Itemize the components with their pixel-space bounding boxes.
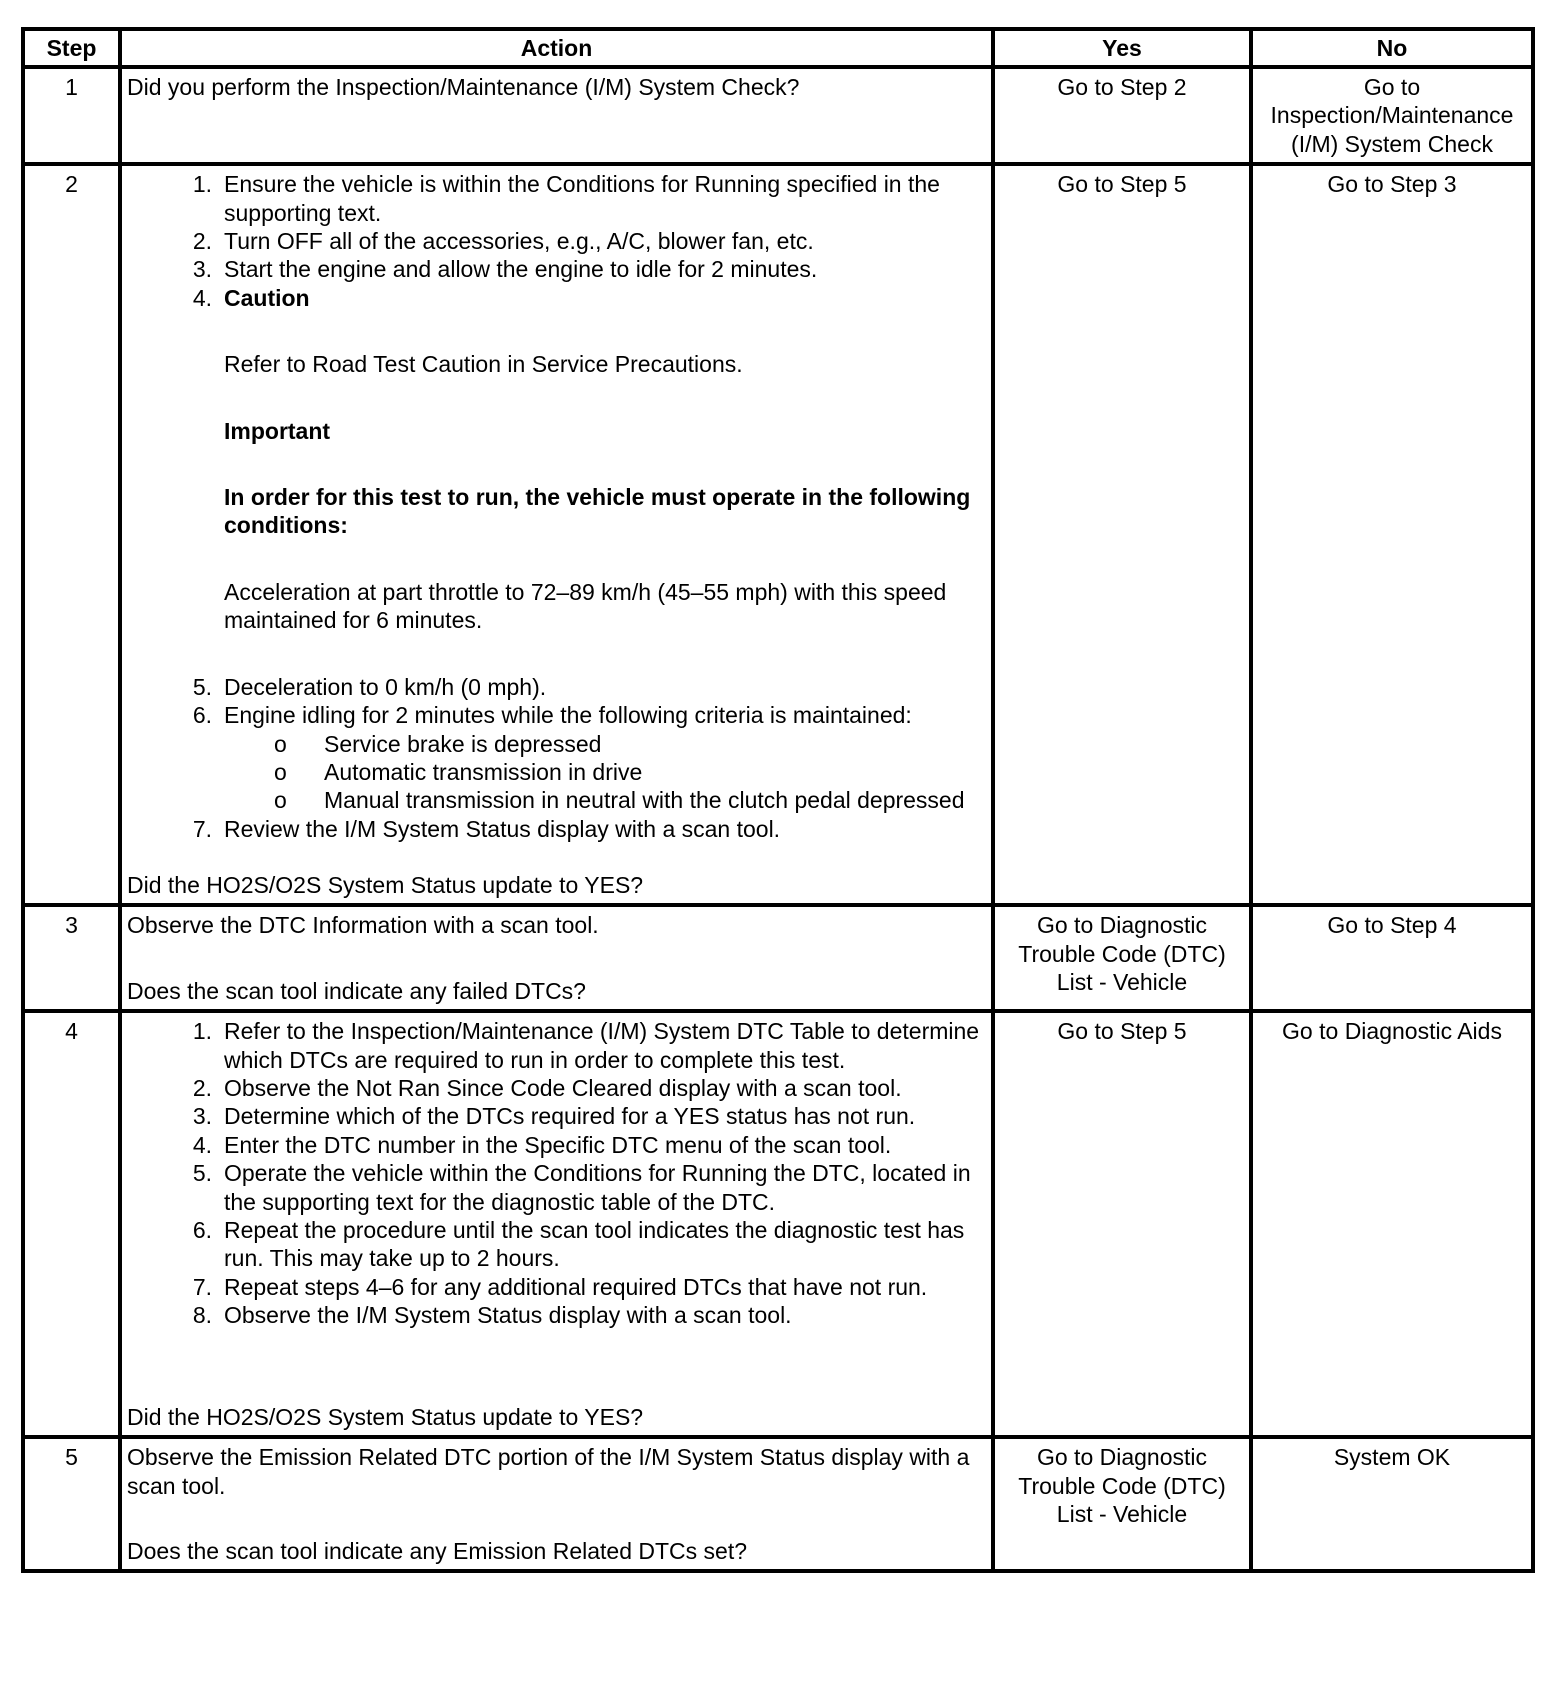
list-item: 3. Determine which of the DTCs required for a YES status has not run. bbox=[192, 1103, 916, 1130]
list-item: 5. Operate the vehicle within the Conditions for Running the DTC, located in the supporting text for the diagnostic table of the DTC. bbox=[192, 1160, 971, 1215]
table-header-row bbox=[23, 29, 1533, 67]
list-item: 2. Turn OFF all of the accessories, e.g., A/C, blower fan, etc. bbox=[192, 228, 814, 255]
important-text: In order for this test to run, the vehicle must operate in the following conditions: bbox=[224, 484, 971, 539]
no-cell: Go to Inspection/Maintenance (I/M) System Check bbox=[1251, 67, 1533, 164]
list-item: 5. Deceleration to 0 km/h (0 mph). bbox=[192, 673, 547, 700]
no-cell: System OK bbox=[1251, 1437, 1533, 1571]
header-no: No bbox=[1251, 29, 1533, 67]
header-yes: Yes bbox=[993, 29, 1251, 67]
procedure-list bbox=[127, 170, 986, 843]
yes-cell: Go to Diagnostic Trouble Code (DTC) List - Vehicle bbox=[993, 905, 1251, 1011]
criteria-list bbox=[224, 730, 986, 815]
list-item: 2. Observe the Not Ran Since Code Cleared display with a scan tool. bbox=[192, 1075, 902, 1102]
list-item: 3. Start the engine and allow the engine to idle for 2 minutes. bbox=[192, 256, 818, 283]
sub-list-item: o Manual transmission in neutral with the clutch pedal depressed bbox=[274, 787, 965, 814]
action-cell bbox=[120, 67, 993, 164]
yes-cell: Go to Step 5 bbox=[993, 1011, 1251, 1437]
list-item: 7. Review the I/M System Status display with a scan tool. bbox=[192, 815, 781, 842]
procedure-list bbox=[127, 1017, 986, 1329]
table-row-step-3 bbox=[23, 905, 1533, 1011]
no-cell: Go to Step 3 bbox=[1251, 164, 1533, 905]
table-row-step-4 bbox=[23, 1011, 1533, 1437]
step-instruction: Observe the Emission Related DTC portion of the I/M System Status display with a scan tool. bbox=[127, 1444, 970, 1499]
diagnostic-table bbox=[21, 27, 1535, 1573]
header-step: Step bbox=[23, 29, 120, 67]
list-item: 6. Repeat the procedure until the scan tool indicates the diagnostic test has run. This may take up to 2 hours. bbox=[192, 1217, 965, 1272]
list-item: 8. Observe the I/M System Status display with a scan tool. bbox=[192, 1302, 792, 1329]
step-question: Did the HO2S/O2S System Status update to YES? bbox=[127, 1403, 644, 1430]
action-cell bbox=[120, 905, 993, 1011]
list-item: 1. Refer to the Inspection/Maintenance (I/M) System DTC Table to determine which DTCs are required to run in order to complete this test. bbox=[192, 1018, 980, 1073]
yes-cell: Go to Step 2 bbox=[993, 67, 1251, 164]
step-question: Does the scan tool indicate any Emission Related DTCs set? bbox=[127, 1537, 748, 1564]
table-row-step-2 bbox=[23, 164, 1533, 905]
step-question: Did the HO2S/O2S System Status update to YES? bbox=[127, 871, 644, 898]
table-row-step-1 bbox=[23, 67, 1533, 164]
action-cell bbox=[120, 164, 993, 905]
yes-cell: Go to Step 5 bbox=[993, 164, 1251, 905]
step-number: 4 bbox=[23, 1011, 120, 1437]
yes-cell: Go to Diagnostic Trouble Code (DTC) List - Vehicle bbox=[993, 1437, 1251, 1571]
step-number: 5 bbox=[23, 1437, 120, 1571]
important-label: Important bbox=[224, 417, 331, 444]
sub-list-item: o Automatic transmission in drive bbox=[274, 758, 643, 785]
no-cell: Go to Diagnostic Aids bbox=[1251, 1011, 1533, 1437]
caution-text: Refer to Road Test Caution in Service Precautions. bbox=[224, 351, 743, 378]
list-item: 6. Engine idling for 2 minutes while the following criteria is maintained: o Service brake is depressed o Automatic transmission in drive o Manual transmission in neutral with the clutch pedal depressed bbox=[127, 701, 986, 815]
action-cell bbox=[120, 1011, 993, 1437]
list-item: 4. Enter the DTC number in the Specific DTC menu of the scan tool. bbox=[192, 1131, 892, 1158]
step-number: 3 bbox=[23, 905, 120, 1011]
action-cell bbox=[120, 1437, 993, 1571]
step-question: Does the scan tool indicate any failed DTCs? bbox=[127, 977, 586, 1004]
step-number: 2 bbox=[23, 164, 120, 905]
list-item: 4. Caution Refer to Road Test Caution in Service Precautions. Important In order for this test to run, the vehicle must operate in the following conditions: Acceleration at part throttle to 72–89 km/h (45–55 mph) with this speed maintained for 6 minutes. bbox=[127, 284, 986, 673]
sub-list-item: o Service brake is depressed bbox=[274, 730, 602, 757]
step-question: Did you perform the Inspection/Maintenance (I/M) System Check? bbox=[127, 74, 800, 100]
list-item: 1. Ensure the vehicle is within the Conditions for Running specified in the supporting text. bbox=[192, 171, 940, 226]
table-row-step-5 bbox=[23, 1437, 1533, 1571]
caution-label: Caution bbox=[224, 284, 310, 311]
acceleration-text: Acceleration at part throttle to 72–89 km/h (45–55 mph) with this speed maintained for 6 minutes. bbox=[224, 578, 947, 634]
header-action: Action bbox=[120, 29, 993, 67]
step-number: 1 bbox=[23, 67, 120, 164]
no-cell: Go to Step 4 bbox=[1251, 905, 1533, 1011]
list-item: 7. Repeat steps 4–6 for any additional required DTCs that have not run. bbox=[192, 1273, 928, 1300]
step-instruction: Observe the DTC Information with a scan tool. bbox=[127, 912, 599, 939]
